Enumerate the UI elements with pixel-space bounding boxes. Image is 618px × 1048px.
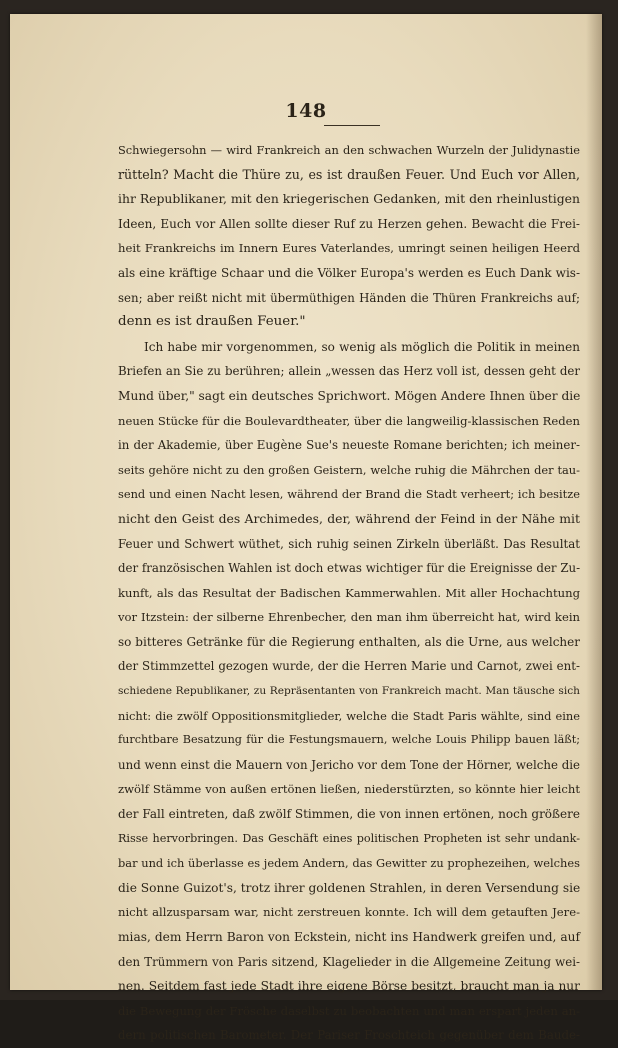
text-line: seits gehöre nicht zu den großen Geistern, welche ruhig die Mährchen der tau- bbox=[118, 462, 580, 477]
text-line: den Trümmern von Paris sitzend, Klagelieder in die Allgemeine Zeitung wei- bbox=[118, 954, 580, 969]
page-gutter-shadow bbox=[586, 14, 602, 990]
page-number-rule bbox=[324, 125, 380, 126]
text-line: zwölf Stämme von außen ertönen ließen, niederstürzten, so könnte hier leicht bbox=[118, 782, 580, 797]
text-line: Schwiegersohn — wird Frankreich an den schwachen Wurzeln der Julidynastie bbox=[118, 143, 580, 157]
text-line: nicht: die zwölf Oppositionsmitglieder, welche die Stadt Paris wählte, sind eine bbox=[118, 708, 580, 723]
text-line: Ich habe mir vorgenommen, so wenig als möglich die Politik in meinen bbox=[144, 339, 580, 354]
book-page bbox=[10, 14, 602, 1043]
text-line: der Fall eintreten, daß zwölf Stimmen, die von innen ertönen, noch größere bbox=[118, 807, 580, 822]
text-line: schiedene Republikaner, zu Repräsentanten von Frankreich macht. Man täusche sich bbox=[118, 685, 580, 698]
text-line: kunft, als das Resultat der Badischen Kammerwahlen. Mit aller Hochachtung bbox=[118, 585, 580, 600]
text-line: Risse hervorbringen. Das Geschäft eines politischen Propheten ist sehr undank- bbox=[118, 831, 580, 845]
text-line: Mund über," sagt ein deutsches Sprichwort. Mögen Andere Ihnen über die bbox=[118, 388, 581, 403]
text-line: dern politischen Barometer. Der Pariser Froschteich gegenüber dem Baude- bbox=[118, 1028, 580, 1043]
text-line: ihr Republikaner, mit den kriegerischen Gedanken, mit den rheinlustigen bbox=[118, 191, 580, 207]
text-line: nicht den Geist des Archimedes, der, während der Feind in der Nähe mit bbox=[118, 510, 580, 526]
text-line: rütteln? Macht die Thüre zu, es ist draußen Feuer. Und Euch vor Allen, bbox=[118, 166, 580, 182]
text-line: Feuer und Schwert wüthet, sich ruhig seinen Zirkeln überläßt. Das Resultat bbox=[118, 536, 580, 551]
text-line: heit Frankreichs im Innern Eures Vaterlandes, umringt seinen heiligen Heerd bbox=[118, 241, 580, 256]
body-text bbox=[118, 138, 580, 1048]
text-line: der französischen Wahlen ist doch etwas wichtiger für die Ereignisse der Zu- bbox=[118, 561, 581, 576]
page-number: 148 bbox=[285, 100, 327, 122]
text-line: mias, dem Herrn Baron von Eckstein, nicht ins Handwerk greifen und, auf bbox=[118, 930, 580, 944]
text-line: denn es ist draußen Feuer." bbox=[118, 314, 306, 330]
text-line: bar und ich überlasse es jedem Andern, das Gewitter zu prophezeihen, welches bbox=[118, 856, 580, 871]
text-line: in der Akademie, über Eugène Sue's neueste Romane berichten; ich meiner- bbox=[118, 438, 580, 453]
text-line: die Bewegung der Frösche daselbst zu beobachten und man erspart jeden an- bbox=[118, 1003, 580, 1018]
text-line: nen. Seitdem fast jede Stadt ihre eigene Börse besitzt, braucht man ja nur bbox=[118, 979, 580, 994]
text-line: so bitteres Getränke für die Regierung enthalten, als die Urne, aus welcher bbox=[118, 634, 580, 649]
text-line: Ideen, Euch vor Allen sollte dieser Ruf zu Herzen gehen. Bewacht die Frei- bbox=[118, 216, 580, 231]
text-line: die Sonne Guizot's, trotz ihrer goldenen Strahlen, in deren Versendung sie bbox=[118, 880, 581, 895]
text-line: sen; aber reißt nicht mit übermüthigen Händen die Thüren Frankreichs auf; bbox=[118, 290, 580, 305]
text-line: vor Itzstein: der silberne Ehrenbecher, den man ihm überreicht hat, wird kein bbox=[118, 610, 580, 625]
text-line: der Stimmzettel gezogen wurde, der die Herren Marie und Carnot, zwei ent- bbox=[118, 659, 580, 674]
text-line: neuen Stücke für die Boulevardtheater, über die langweilig-klassischen Reden bbox=[118, 413, 580, 428]
text-line: und wenn einst die Mauern von Jericho vor dem Tone der Hörner, welche die bbox=[118, 757, 580, 772]
text-line: nicht allzusparsam war, nicht zerstreuen konnte. Ich will dem getauften Jere- bbox=[118, 905, 580, 920]
text-line: als eine kräftige Schaar und die Völker Europa's werden es Euch Dank wis- bbox=[118, 265, 580, 280]
text-line: send und einen Nacht lesen, während der Brand die Stadt verheert; ich besitze bbox=[118, 487, 580, 502]
text-line: furchtbare Besatzung für die Festungsmauern, welche Louis Philipp bauen läßt; bbox=[118, 733, 580, 747]
text-line: Briefen an Sie zu berühren; allein „wessen das Herz voll ist, dessen geht der bbox=[118, 364, 580, 379]
